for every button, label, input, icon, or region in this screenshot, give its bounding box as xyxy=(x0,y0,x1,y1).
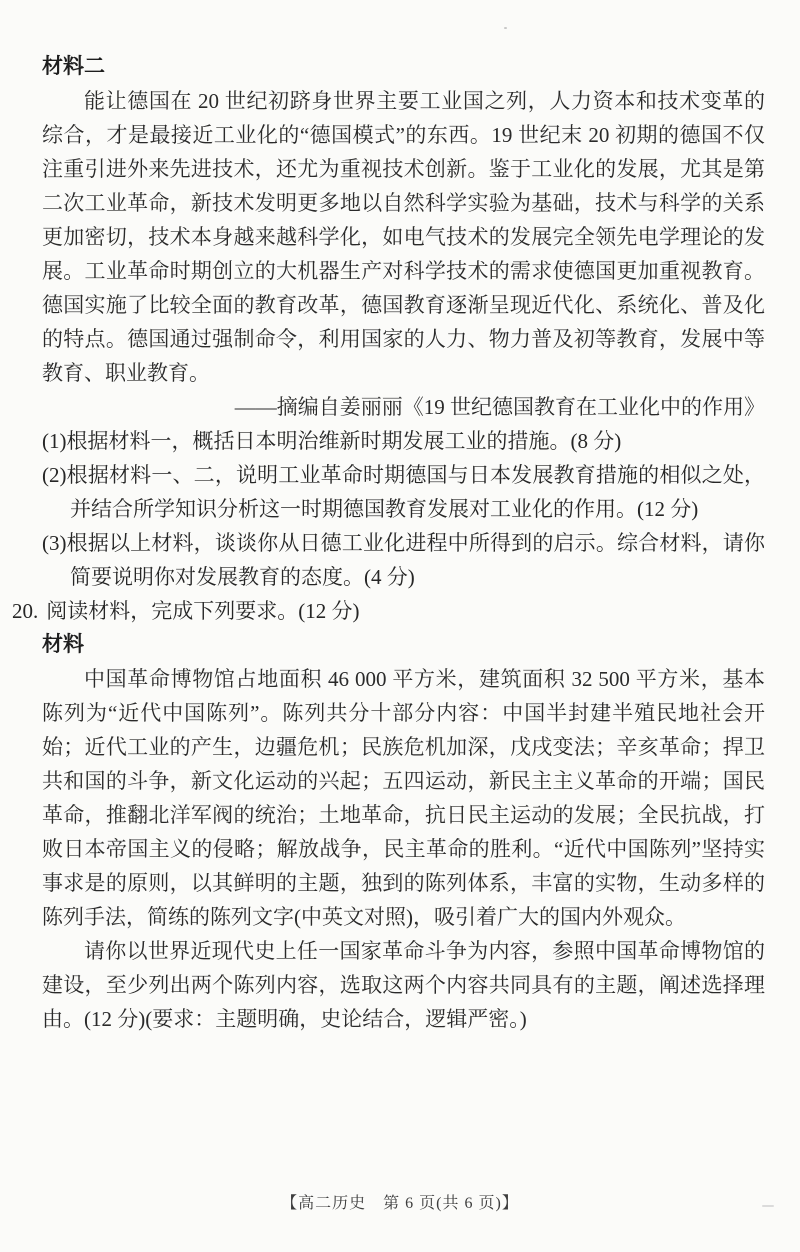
scan-artifact-bottom xyxy=(762,1205,774,1207)
material2-heading: 材料二 xyxy=(42,55,105,78)
question-20-marker: 20. xyxy=(12,599,39,623)
question-3-marker: (3) xyxy=(42,531,67,555)
scan-artifact-top xyxy=(504,27,507,29)
question-1-text: 根据材料一，概括日本明治维新时期发展工业的措施。(8 分) xyxy=(66,429,622,453)
material-heading: 材料 xyxy=(42,633,84,656)
material-paragraph: 中国革命博物馆占地面积 46 000 平方米，建筑面积 32 500 平方米，基本陈列为“近代中国陈列”。陈列共分十部分内容：中国半封建半殖民地社会开始；近代工业的产生，边疆危机；民族危机加深，戊戌变法；辛亥革命；捍卫共和国的斗争，新文化运动的兴起；五四运动，新民主主义革命的开端；国民革命，推翻北洋军阀的统治；土地革命，抗日民主运动的发展；全民抗战，打败日本帝国主义的侵略；解放战争，民主革命的胜利。“近代中国陈列”坚持实事求是的原则，以其鲜明的主题，独到的陈列体系，丰富的实物，生动多样的陈列手法，简练的陈列文字(中英文对照)，吸引着广大的国内外观众。 xyxy=(42,667,765,929)
question-1 xyxy=(42,424,765,458)
question-3 xyxy=(42,526,765,594)
material2-source-attribution: ——摘编自姜丽丽《19 世纪德国教育在工业化中的作用》 xyxy=(234,395,765,419)
question-1-marker: (1) xyxy=(42,429,67,453)
question-2-marker: (2) xyxy=(42,463,67,487)
question-3-text: 根据以上材料，谈谈你从日德工业化进程中所得到的启示。综合材料，请你简要说明你对发展教育的态度。(4 分) xyxy=(66,531,765,589)
question-20-text: 阅读材料，完成下列要求。(12 分) xyxy=(46,599,360,623)
page-footer: 【高二历史 第 6 页(共 6 页)】 xyxy=(281,1195,519,1212)
question-2 xyxy=(42,458,765,526)
question-2-text: 根据材料一、二，说明工业革命时期德国与日本发展教育措施的相似之处，并结合所学知识分析这一时期德国教育发展对工业化的作用。(12 分) xyxy=(66,463,765,521)
material2-paragraph: 能让德国在 20 世纪初跻身世界主要工业国之列，人力资本和技术变革的综合，才是最接近工业化的“德国模式”的东西。19 世纪末 20 初期的德国不仅注重引进外来先进技术，还尤为重视技术创新。鉴于工业化的发展，尤其是第二次工业革命，新技术发明更多地以自然科学实验为基础，技术与科学的关系更加密切，技术本身越来越科学化，如电气技术的发展完全领先电学理论的发展。工业革命时期创立的大机器生产对科学技术的需求使德国更加重视教育。德国实施了比较全面的教育改革，德国教育逐渐呈现近代化、系统化、普及化的特点。德国通过强制命令，利用国家的人力、物力普及初等教育，发展中等教育、职业教育。 xyxy=(42,89,765,385)
page-content xyxy=(12,50,765,1036)
task-paragraph: 请你以世界近现代史上任一国家革命斗争为内容，参照中国革命博物馆的建设，至少列出两个陈列内容，选取这两个内容共同具有的主题，阐述选择理由。(12 分)(要求：主题明确，史论结合，逻辑严密。) xyxy=(42,939,765,1031)
question-20 xyxy=(12,594,765,628)
